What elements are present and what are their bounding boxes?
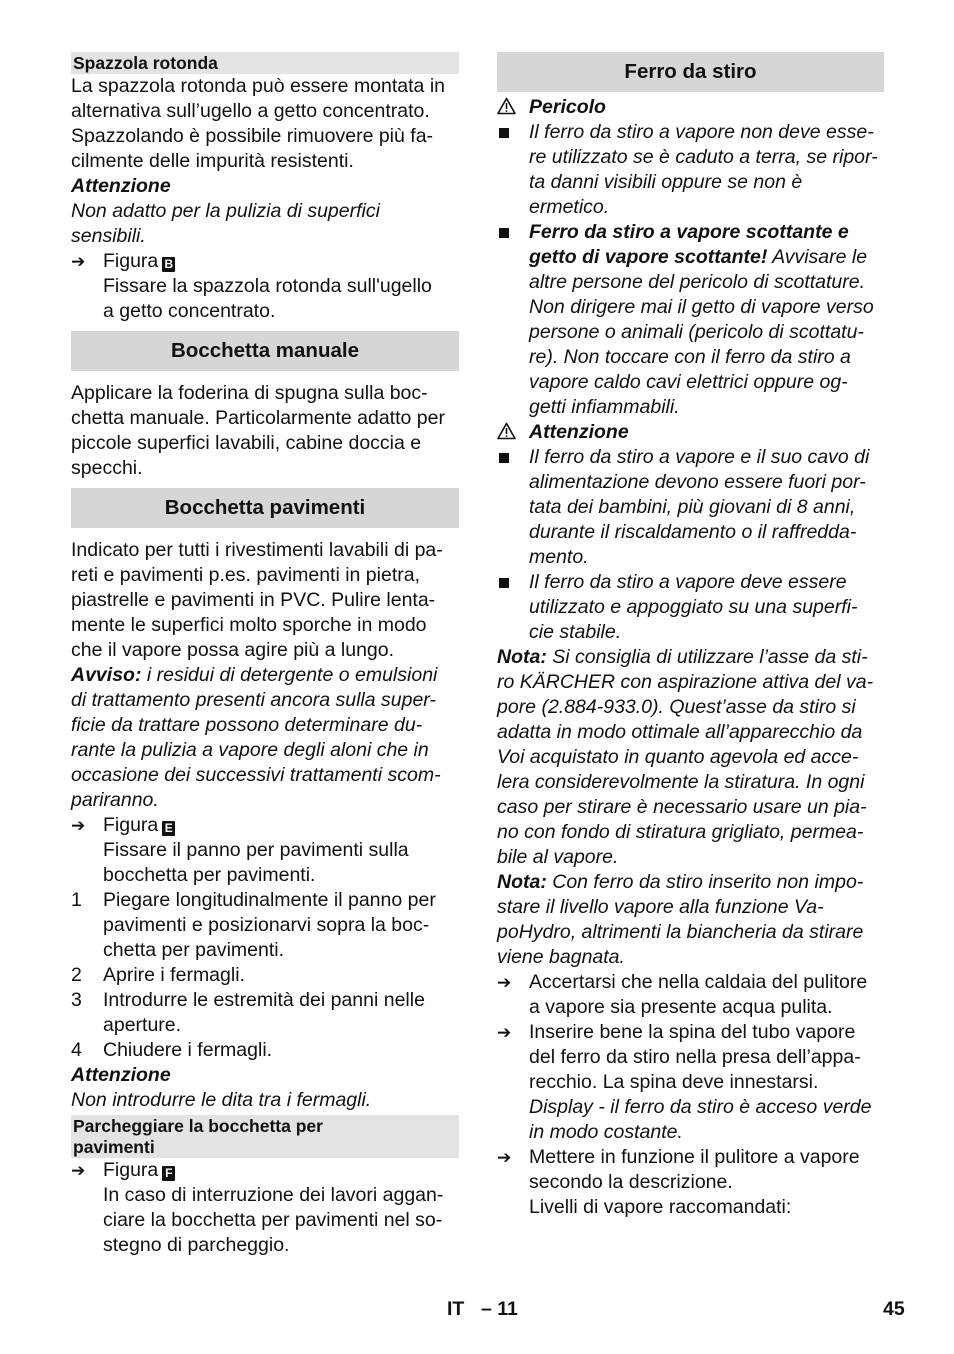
figure-label: Figura (103, 1159, 159, 1181)
arrow-icon: ➔ (497, 1148, 512, 1167)
arrow-icon: ➔ (71, 1161, 86, 1180)
figure-label: Figura (103, 814, 159, 836)
numbered-step: 1 Piegare longitudinalmente il panno per pavimenti e posizionarvi sopra la boc- chetta per pavimenti. (71, 889, 436, 961)
warning-triangle-icon (497, 95, 529, 120)
arrow-icon: ➔ (71, 816, 86, 835)
footer-page-number: 45 (883, 1298, 905, 1320)
figure-letter-icon: F (162, 1166, 175, 1181)
numbered-step: 3 Introdurre le estremità dei panni nelle aperture. (71, 989, 425, 1036)
avviso-paragraph: Avviso: i residui di detergente o emulsioni di trattamento presenti ancora sulla super- ficie da trattare possono determinare du- rante la pulizia a vapore degli aloni che in occasione dei successivi trattamenti scom- pariranno. (71, 664, 441, 811)
right-column (497, 50, 884, 1220)
left-column (71, 50, 459, 1258)
nota-paragraph: Nota: Si consiglia di utilizzare l’asse da sti- ro KÄRCHER con aspirazione attiva del va- pore (2.884-933.0). Quest’asse da stiro si adatta in modo ottimale all’apparecchio da Voi acquistato in quanto agevola ed acce- lera considerevolmente la stiratura. In ogni caso per stirare è necessario usare un pia- no con fondo di stiratura grigliato, permea- bile al vapore. (497, 646, 874, 868)
paragraph-spazzola: La spazzola rotonda può essere montata in alternativa sull’ugello a getto concentrato. Spazzolando è possibile rimuovere più fa- cilmente delle impurità resistenti. (71, 75, 445, 172)
nota-paragraph: Nota: Con ferro da stiro inserito non impo- stare il livello vapore alla funzione Va- poHydro, altrimenti la biancheria da stirare viene bagnata. (497, 871, 864, 968)
footer-language: IT (447, 1298, 465, 1320)
heading-parcheggiare: Parcheggiare la bocchetta per pavimenti (71, 1115, 459, 1158)
warning-triangle-icon (497, 420, 529, 445)
heading-bocchetta-pavimenti: Bocchetta pavimenti (71, 488, 459, 528)
figure-step: ➔ Figura F In caso di interruzione dei lavori aggan- ciare la bocchetta per pavimenti nel so- stegno di parcheggio. (71, 1159, 444, 1256)
heading-ferro-da-stiro: Ferro da stiro (497, 52, 884, 92)
numbered-step: 4 Chiudere i fermagli. (71, 1039, 273, 1061)
danger-bullet: Il ferro da stiro a vapore non deve esse- re utilizzato se è caduto a terra, se ripor- ta danni visibili oppure se non è ermetico. (497, 120, 884, 220)
paragraph-pavimenti: Indicato per tutti i rivestimenti lavabili di pa- reti e pavimenti p.es. pavimenti in pietra, piastrelle e pavimenti in PVC. Pulire lenta- mente le superfici molto sporche in modo che il vapore possa agire più a lungo. (71, 539, 443, 661)
bullet-square-icon (499, 128, 509, 138)
paragraph-manuale: Applicare la foderina di spugna sulla boc- chetta manuale. Particolarmente adatto per piccole superfici lavabili, cabine doccia e specchi. (71, 382, 445, 479)
heading-spazzola-rotonda: Spazzola rotonda (71, 52, 459, 74)
step-number: 4 (71, 1039, 82, 1061)
danger-title: Pericolo (497, 95, 884, 120)
instruction-step: ➔ Inserire bene la spina del tubo vapore del ferro da stiro nella presa dell’appa- recchio. La spina deve innestarsi. Display - il ferro da stiro è acceso verde in modo costante. (497, 1021, 872, 1143)
avviso-label: Avviso: (71, 664, 142, 686)
instruction-step: ➔ Accertarsi che nella caldaia del pulitore a vapore sia presente acqua pulita. (497, 971, 868, 1018)
heading-bocchetta-manuale: Bocchetta manuale (71, 331, 459, 371)
instruction-step: ➔ Mettere in funzione il pulitore a vapore secondo la descrizione. Livelli di vapore raccomandati: (497, 1146, 860, 1218)
danger-bullet: Ferro da stiro a vapore scottante e getto di vapore scottante! Avvisare le altre persone del pericolo di scottature. Non dirigere mai il getto di vapore verso persone o animali (pericolo di scottatu- re). Non toccare con il ferro da stiro a vapore caldo cavi elettrici oppure og- getti infiammabili. (497, 220, 884, 420)
attention-title: Attenzione (71, 1064, 171, 1086)
attention-text: Non adatto per la pulizia di superfici sensibili. (71, 200, 380, 247)
figure-step: ➔ Figura B Fissare la spazzola rotonda sull'ugello a getto concentrato. (71, 250, 432, 322)
bullet-square-icon (499, 228, 509, 238)
bullet-square-icon (499, 578, 509, 588)
arrow-icon: ➔ (497, 1023, 512, 1042)
step-number: 2 (71, 964, 82, 986)
arrow-icon: ➔ (497, 973, 512, 992)
arrow-icon: ➔ (71, 252, 86, 271)
attention-title: Attenzione (497, 420, 884, 445)
step-number: 1 (71, 889, 82, 911)
figure-letter-icon: B (162, 257, 175, 272)
attention-title: Attenzione (71, 175, 171, 197)
numbered-step: 2 Aprire i fermagli. (71, 964, 245, 986)
figure-letter-icon: E (162, 821, 175, 836)
attention-text: Non introdurre le dita tra i fermagli. (71, 1089, 372, 1111)
step-number: 3 (71, 989, 82, 1011)
figure-step: ➔ Figura E Fissare il panno per pavimenti sulla bocchetta per pavimenti. (71, 814, 409, 886)
nota-label: Nota: (497, 871, 547, 893)
nota-label: Nota: (497, 646, 547, 668)
attention-bullet: Il ferro da stiro a vapore deve essere utilizzato e appoggiato su una superfi- cie stabile. (497, 570, 884, 645)
footer-page-ref: – 11 (481, 1298, 518, 1320)
attention-bullet: Il ferro da stiro a vapore e il suo cavo di alimentazione devono essere fuori por- tata dei bambini, più giovani di 8 anni, durante il riscaldamento o il raffredda- mento. (497, 445, 884, 570)
figure-label: Figura (103, 250, 159, 272)
bullet-square-icon (499, 453, 509, 463)
